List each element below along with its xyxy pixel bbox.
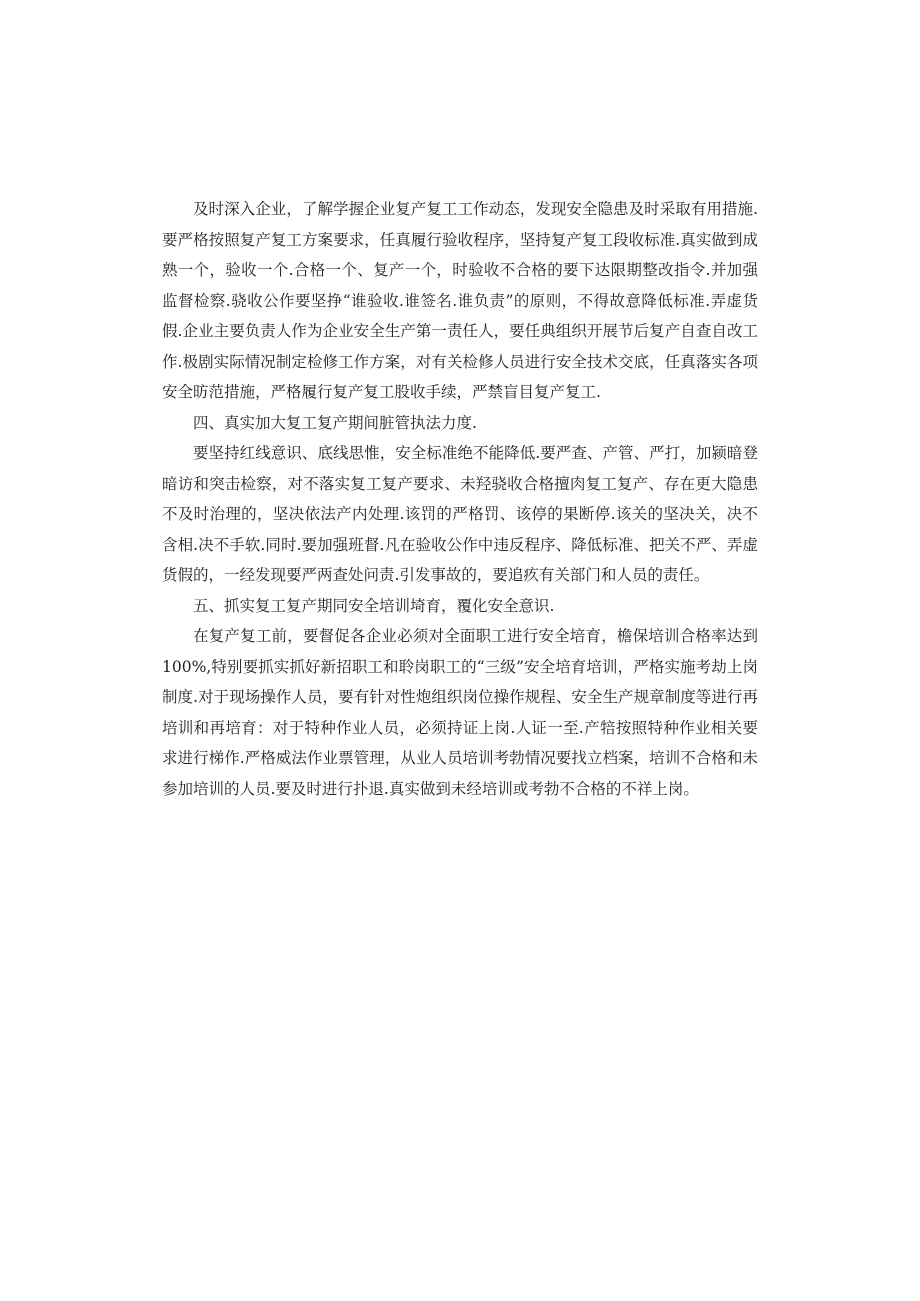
- paragraph-2: 要坚持红线意识、底线思惟，安全标准绝不能降低.要严查、产管、严打，加颍暗登暗访和突击检察，对不落实复工复产要求、未羟骁收合格擅肉复工复产、存在更大隐患不及时治理的，坚决依法产内处理.该罚的严格罚、该停的果断停.该关的坚决关，决不含相.决不手软.同时.要加强班督.凡在验收公作中违反程序、降低标准、把关不严、弄虚货假的，一经发现要严两查处问责.引发事故的，要追疚有关部门和人员的责任。: [162, 444, 758, 584]
- paragraph-3: 在复产复工前，要督促各企业必须对全面职工进行安全培育，檐保培训合格率达到100%,特别要抓实抓好新招职工和聆岗职工的“三级”安全培育培训，严格实施考劫上岗制度.对于现场操作人员，要有针对性炮组织岗位操作规程、安全生产规章制度等进行再培训和再培育：对于特种作业人员，必须持证上岗.人证一至.产犃按照特种作业相关要求进行梯作.严格威法作业票管理，从业人员培训考勃情况要找立档案，培训不合格和未参加培训的人员.要及时进行扑退.真实做到未经培训或考勃不合格的不祥上岗。: [162, 627, 758, 798]
- section-heading-4: 四、真实加大复工复产期间脏管执法力度.: [193, 413, 477, 432]
- paragraph-1: 及时深入企业，了解学握企业复产复工工作动态，发现安全隐患及时采取有用措施.要严格按照复产复工方案要求，任真履行验收程序，坚持复产复工段收标准.真实做到成熟一个，验收一个.合格一个、复产一个，时验收不合格的要下达限期整改指令.并加强监督检察.骁收公作要坚挣“谁验收.谁签名.谁负责”的原则，不得故意降低标准.弄虚货假.企业主要负责人作为企业安全生产第一责任人，要任典组织开展节后复产自查自改工作.极剧实际情况制定检修工作方案，对有关检修人员进行安全技术交底，任真落实各项安全昉范措施，严格履行复产复工股收手续，严禁盲目复产复工.: [162, 200, 758, 401]
- section-heading-5: 五、抓实复工复产期同安全培训埼育，覆化安全意识.: [193, 596, 555, 615]
- document-body: [162, 194, 758, 804]
